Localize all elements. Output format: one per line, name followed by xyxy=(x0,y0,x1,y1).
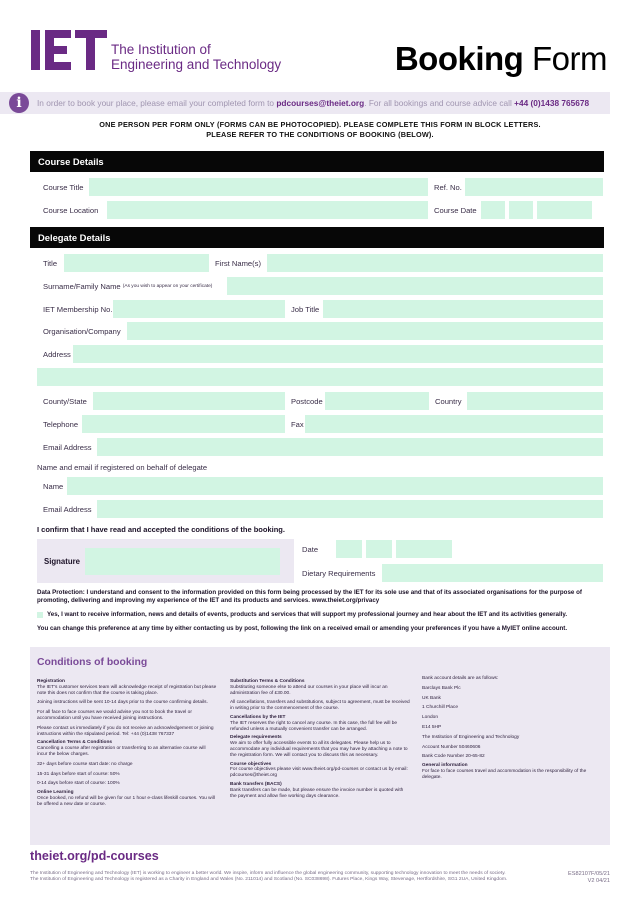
fax-field[interactable] xyxy=(305,415,603,433)
condition-text: 1 Churchill Place xyxy=(422,705,458,711)
condition-block xyxy=(230,782,410,799)
condition-block xyxy=(37,696,217,706)
behalf-email-field[interactable] xyxy=(97,500,603,518)
county-label: County/State xyxy=(43,396,87,406)
condition-block xyxy=(37,768,217,778)
condition-text: Bank transfers can be made, but please ensure the invoice number is quoted with the payment and allow five working days clearance. xyxy=(230,787,404,799)
condition-heading: Registration xyxy=(37,679,65,684)
signature-label: Signature xyxy=(44,556,80,566)
address-field-2[interactable] xyxy=(37,368,603,386)
country-field[interactable] xyxy=(467,392,603,410)
address-row-2 xyxy=(37,368,603,386)
condition-block xyxy=(422,750,602,760)
course-date-mm[interactable] xyxy=(509,201,533,219)
course-date-label: Course Date xyxy=(434,205,477,215)
postcode-field[interactable] xyxy=(325,392,429,410)
notice xyxy=(0,120,640,140)
behalf-name-row xyxy=(37,477,603,495)
conditions-column-2 xyxy=(230,676,410,799)
footer-legal: The Institution of Engineering and Technology (IET) is working to engineer a better world. We inspire, inform and influence the global engineering community, supporting technology innovation to meet the needs of society. The Institution of Engineering and Technology is registered as a Charity in England and Wales (No. 211014) and Scotland (No. SC038698). Futures Place, Kings Way, Stevenage, Hertfordshire, SG1 2UA, United Kingdom. xyxy=(30,871,508,882)
confirm-text: I confirm that I have read and accepted the conditions of the booking. xyxy=(37,525,285,534)
info-text xyxy=(37,98,589,108)
membership-label: IET Membership No. xyxy=(43,304,113,314)
condition-block xyxy=(422,721,602,731)
footer-url[interactable]: theiet.org/pd-courses xyxy=(30,849,159,863)
condition-block xyxy=(37,758,217,768)
info-email-link[interactable]: pdcourses@theiet.org xyxy=(276,98,365,108)
condition-heading: Cancellation Terms & Conditions xyxy=(37,740,113,746)
optin-row xyxy=(37,611,603,619)
membership-row xyxy=(37,300,603,318)
job-title-field[interactable] xyxy=(323,300,603,318)
signature-field[interactable] xyxy=(85,548,280,575)
behalf-email-row xyxy=(37,500,603,518)
doc-code: ES82107F/05/21 xyxy=(568,871,610,877)
date-label: Date xyxy=(302,544,319,554)
address-label: Address xyxy=(43,349,71,359)
address-row xyxy=(37,345,603,363)
data-protection xyxy=(37,589,603,639)
course-date-yyyy[interactable] xyxy=(537,201,592,219)
condition-text: The Institution of Engineering and Technology xyxy=(422,734,520,740)
notice-line1: ONE PERSON PER FORM ONLY (FORMS CAN BE PHOTOCOPIED). PLEASE COMPLETE THIS FORM IN BLOCK LETTERS. xyxy=(99,120,541,129)
condition-text: For face to face courses travel and accommodation is the responsibility of the delegate. xyxy=(422,768,587,780)
first-name-label: First Name(s) xyxy=(215,258,261,268)
condition-text: The IET's customer services team will acknowledge receipt of registration but please note this does not confirm that the course is taking place. xyxy=(37,684,217,696)
title-rest: Form xyxy=(532,40,607,77)
condition-block xyxy=(230,762,410,779)
condition-heading: Bank transfers (BACS) xyxy=(230,781,282,787)
course-location-label: Course Location xyxy=(43,205,99,215)
condition-block xyxy=(37,679,217,696)
condition-block xyxy=(230,735,410,758)
email-label: Email Address xyxy=(43,442,92,452)
surname-field[interactable] xyxy=(227,277,603,295)
county-row xyxy=(37,392,603,410)
condition-heading: Online Learning xyxy=(37,790,74,796)
condition-text: Bank Code Number 20-65-82 xyxy=(422,754,485,760)
postcode-label: Postcode xyxy=(291,396,323,406)
condition-text: All cancellations, transfers and substitutions, subject to agreement, must be received in writing prior to the commencement of the course. xyxy=(230,700,410,712)
condition-heading: General information xyxy=(422,763,468,769)
info-text-2: . For all bookings and course advice call xyxy=(364,98,512,108)
condition-block xyxy=(422,701,602,711)
delegate-details-heading: Delegate Details xyxy=(30,227,604,248)
surname-hint: (As you wish to appear on your certificate) xyxy=(122,283,213,289)
course-details-heading: Course Details xyxy=(30,151,604,172)
phone-row xyxy=(37,415,603,433)
condition-block xyxy=(422,711,602,721)
surname-row xyxy=(37,277,603,295)
condition-text: Joining instructions will be sent 10-14 days prior to the course confirming details. xyxy=(37,700,208,706)
optin-checkbox[interactable] xyxy=(37,612,43,618)
behalf-name-label: Name xyxy=(43,481,64,491)
date-row xyxy=(296,540,452,558)
condition-block xyxy=(37,777,217,787)
condition-text: Account Number 50460606 xyxy=(422,744,481,750)
surname-label-text: Surname/Family Name xyxy=(43,281,121,291)
condition-block xyxy=(37,790,217,807)
condition-block xyxy=(422,692,602,702)
telephone-label: Telephone xyxy=(43,419,79,429)
condition-text: For course objectives please visit www.theiet.org/pd-courses or contact us by email: pdcourses@theiet.org xyxy=(230,767,408,779)
dietary-row xyxy=(296,564,603,582)
org-name xyxy=(111,42,281,72)
title-field[interactable] xyxy=(64,254,209,272)
condition-heading: Course objectives xyxy=(230,761,272,767)
course-location-row xyxy=(37,201,592,219)
doc-version: V2 04/21 xyxy=(587,878,610,884)
notice-line2: PLEASE REFER TO THE CONDITIONS OF BOOKING (BELOW). xyxy=(206,130,434,139)
conditions-panel xyxy=(30,647,610,845)
email-field[interactable] xyxy=(97,438,603,456)
condition-text: E14 5HP xyxy=(422,724,442,730)
condition-block xyxy=(230,715,410,732)
condition-text: Please contact us immediately if you do not receive an acknowledgement or joining instructions within the stipulated period. Tel: +44 (0)1438 767337 xyxy=(37,725,214,737)
condition-text: Substituting someone else to attend our courses in your place will incur an administration fee of £30.00. xyxy=(230,684,388,696)
behalf-name-field[interactable] xyxy=(67,477,603,495)
membership-field[interactable] xyxy=(113,300,285,318)
data-protection-text: Data Protection: I understand and consent to the information provided on this form being processed by the IET for its sole use and that of its associated organisations for the purpose of promoting, delivering and improving my experience of the IET and its products and services. www.theiet.org/privacy xyxy=(37,589,582,604)
ref-no-field[interactable] xyxy=(465,178,603,196)
condition-text: 32+ days before course start date: no charge xyxy=(37,761,133,767)
condition-text: UK Bank xyxy=(422,695,441,701)
page-title xyxy=(395,40,607,78)
first-name-field[interactable] xyxy=(267,254,603,272)
condition-block xyxy=(230,696,410,712)
title-label: Title xyxy=(43,258,58,268)
condition-text: 15-31 days before start of course: 50% xyxy=(37,771,120,777)
title-bold: Booking xyxy=(394,40,524,77)
condition-text: Cancelling a course after registration or transferring to an alternative course will incur the below charges. xyxy=(37,746,206,757)
on-behalf-text: Name and email if registered on behalf of delegate xyxy=(37,463,208,472)
condition-text: London xyxy=(422,715,439,721)
course-date-dd[interactable] xyxy=(481,201,505,219)
condition-text: 0-14 days before start of course: 100% xyxy=(37,781,120,787)
course-location-field[interactable] xyxy=(107,201,428,219)
condition-heading: Delegate requirements xyxy=(230,735,282,741)
date-yyyy[interactable] xyxy=(396,540,452,558)
info-text-1: In order to book your place, please email your completed form to xyxy=(37,98,275,108)
footer-code xyxy=(568,871,610,885)
behalf-email-label: Email Address xyxy=(43,504,92,514)
org-name-line2: Engineering and Technology xyxy=(111,57,282,72)
date-dd[interactable] xyxy=(336,540,362,558)
iet-logo-icon xyxy=(31,30,107,70)
condition-block xyxy=(37,722,217,738)
course-title-field[interactable] xyxy=(89,178,428,196)
condition-block xyxy=(422,741,602,751)
county-field[interactable] xyxy=(93,392,285,410)
condition-block xyxy=(422,731,602,741)
condition-block xyxy=(37,740,217,757)
ref-no-label: Ref. No. xyxy=(434,182,462,192)
name-row xyxy=(37,254,603,272)
condition-text: Bank account details are as follows: xyxy=(422,676,499,681)
condition-text: We aim to offer fully accessible events to all its delegates. Please help us to accommodate any individual requirements that you may have by attaching a note to the registration form. We will contact you to discuss this as necessary. xyxy=(230,741,408,758)
date-mm[interactable] xyxy=(366,540,392,558)
condition-text: Once booked, no refund will be given for our 1 hour e-class lifeskill courses. You will be offered a new date or course. xyxy=(37,795,215,807)
dietary-label: Dietary Requirements xyxy=(302,568,376,578)
address-field-1[interactable] xyxy=(73,345,603,363)
conditions-title: Conditions of booking xyxy=(37,657,148,668)
condition-block xyxy=(422,682,602,692)
country-label: Country xyxy=(435,396,462,406)
job-title-label: Job Title xyxy=(291,304,320,314)
condition-block xyxy=(422,763,602,780)
fax-label: Fax xyxy=(291,419,304,429)
dietary-field[interactable] xyxy=(382,564,603,582)
course-title-row xyxy=(37,178,603,196)
email-row xyxy=(37,438,603,456)
info-icon: i xyxy=(9,93,29,113)
condition-block xyxy=(37,706,217,722)
org-name-line1: The Institution of xyxy=(111,42,211,57)
optin-text: Yes, I want to receive information, news and details of events, products and services that will support my professional journey and hear about the IET and its activities generally. xyxy=(47,611,568,618)
preference-text: You can change this preference at any time by either contacting us by post, following the link on a received email or amending your preferences if you have a MyIET online account. xyxy=(37,625,568,632)
condition-heading: Cancellations by the IET xyxy=(230,714,286,720)
conditions-column-1 xyxy=(37,676,217,808)
condition-text: For all face to face courses we would advise you not to book the travel or accommodation until you have received joining instructions. xyxy=(37,710,192,721)
condition-text: The IET reserves the right to cancel any course. In this case, the full fee will be refunded unless a mutually convenient transfer can be arranged. xyxy=(230,720,398,732)
condition-text: Barclays Bank Plc xyxy=(422,685,461,691)
telephone-field[interactable] xyxy=(82,415,285,433)
organisation-field[interactable] xyxy=(127,322,603,340)
condition-heading: Substitution Terms & Conditions xyxy=(230,679,305,684)
organisation-row xyxy=(37,322,603,340)
surname-label xyxy=(37,277,227,295)
organisation-label: Organisation/Company xyxy=(43,326,121,336)
course-title-label: Course Title xyxy=(43,182,84,192)
condition-block xyxy=(230,679,410,696)
info-phone[interactable]: +44 (0)1438 765678 xyxy=(514,98,590,108)
conditions-column-3 xyxy=(422,676,602,781)
